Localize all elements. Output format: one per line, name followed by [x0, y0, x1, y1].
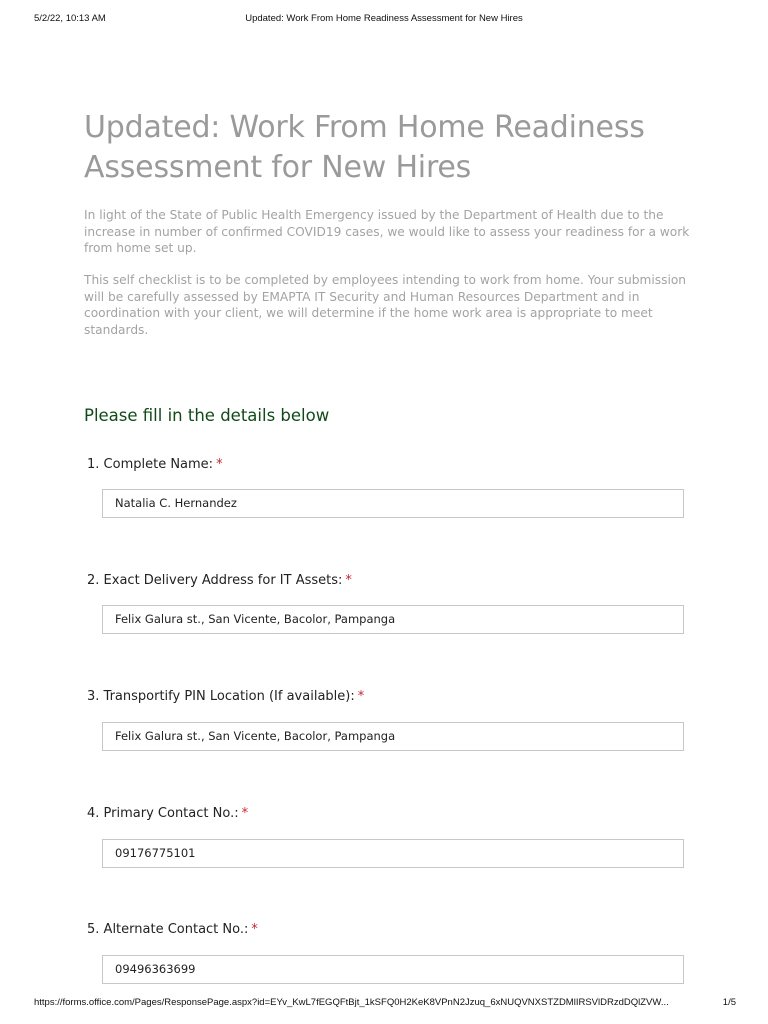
- question-text: Primary Contact No.:: [103, 806, 239, 821]
- question-primary-contact: [87, 805, 687, 823]
- question-text: Transportify PIN Location (If available):: [103, 689, 355, 704]
- question-number: 3.: [87, 689, 100, 704]
- required-asterisk: *: [241, 806, 249, 821]
- intro-paragraph: This self checklist is to be completed by employees intending to work from home. Your submission will be carefully assessed by EMAPTA IT Security and Human Resources Department and in coordination with your client, we will determine if the home work area is appropriate to meet standards.: [84, 273, 687, 337]
- print-datetime: 5/2/22, 10:13 AM: [34, 13, 106, 24]
- question-pin-location: [87, 688, 687, 706]
- section-title: Please fill in the details below: [84, 406, 330, 425]
- page-number: 1/5: [722, 997, 736, 1008]
- question-label: [87, 921, 687, 939]
- question-label: [87, 456, 687, 474]
- complete-name-field[interactable]: Natalia C. Hernandez: [102, 489, 684, 518]
- form-title: Updated: Work From Home Readiness Assessment for New Hires: [84, 110, 645, 185]
- question-number: 5.: [87, 922, 100, 937]
- delivery-address-field[interactable]: Felix Galura st., San Vicente, Bacolor, Pampanga: [102, 605, 684, 634]
- required-asterisk: *: [216, 457, 223, 472]
- print-url: https://forms.office.com/Pages/ResponsePage.aspx?id=EYv_KwL7fEGQFtBjt_1kSFQ0H2KeK8VPnN2Jzuq_6xNUQVNXSTZDMlIRSVlDRzdDQlZVW...: [34, 997, 669, 1008]
- primary-contact-field[interactable]: 09176775101: [102, 839, 684, 868]
- required-asterisk: *: [345, 573, 352, 588]
- question-label: [87, 805, 687, 823]
- intro-paragraph: In light of the State of Public Health Emergency issued by the Department of Health due to the increase in number of confirmed COVID19 cases, we would like to assess your readiness for a work from home set up.: [84, 208, 690, 255]
- question-label: [87, 572, 687, 590]
- print-document-title: Updated: Work From Home Readiness Assessment for New Hires: [245, 13, 523, 24]
- question-complete-name: [87, 456, 687, 474]
- pin-location-field[interactable]: Felix Galura st., San Vicente, Bacolor, Pampanga: [102, 722, 684, 751]
- print-footer: [0, 997, 768, 1011]
- required-asterisk: *: [357, 689, 365, 704]
- question-number: 4.: [87, 806, 100, 821]
- question-number: 1.: [87, 457, 100, 472]
- question-text: Complete Name:: [103, 457, 214, 472]
- required-asterisk: *: [251, 922, 258, 937]
- question-label: [87, 688, 687, 706]
- question-text: Alternate Contact No.:: [103, 922, 249, 937]
- print-header: [0, 13, 768, 27]
- question-alternate-contact: [87, 921, 687, 939]
- question-text: Exact Delivery Address for IT Assets:: [103, 573, 343, 588]
- question-delivery-address: [87, 572, 687, 590]
- question-number: 2.: [87, 573, 100, 588]
- alternate-contact-field[interactable]: 09496363699: [102, 955, 684, 984]
